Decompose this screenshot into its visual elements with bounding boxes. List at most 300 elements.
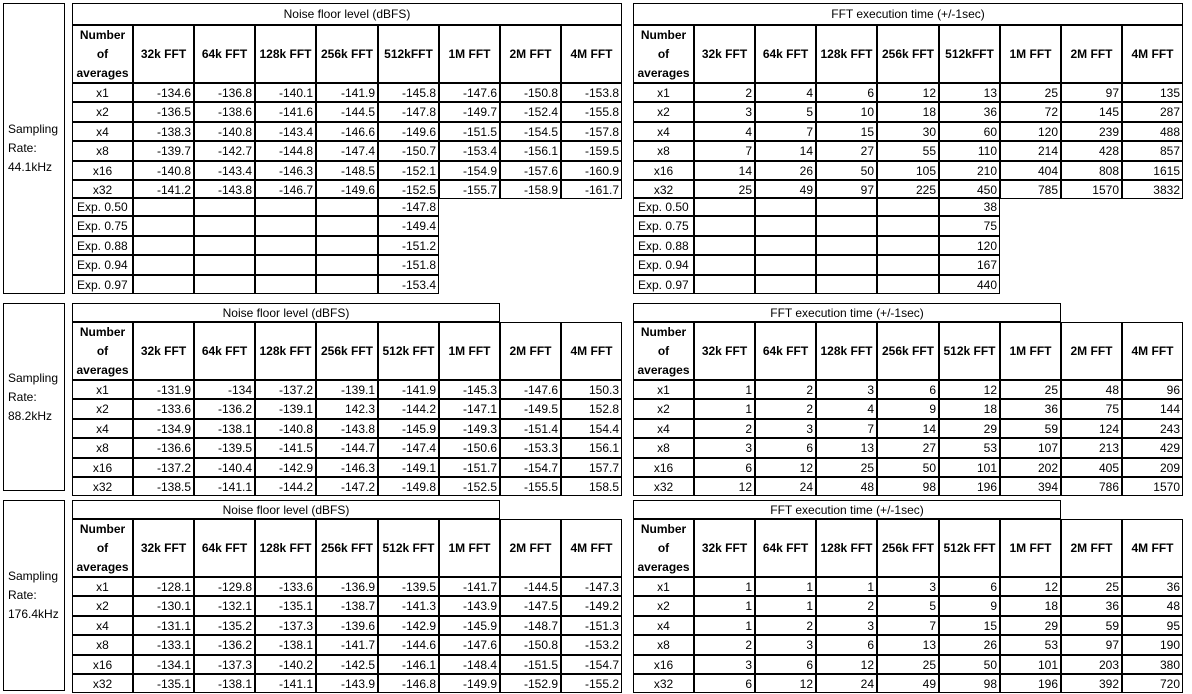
fft-time-value-cell[interactable]: 110 [939, 141, 1000, 161]
empty-cell[interactable] [694, 275, 755, 294]
fft-time-value-cell[interactable]: 6 [755, 655, 816, 674]
noise-floor-value-cell[interactable]: -141.7 [316, 635, 378, 655]
fft-time-value-cell[interactable]: 13 [939, 83, 1000, 102]
empty-cell[interactable] [316, 197, 378, 216]
average-count-cell[interactable]: x8 [633, 635, 694, 655]
empty-cell[interactable] [194, 255, 255, 275]
fft-time-value-cell[interactable]: 30 [877, 122, 939, 141]
empty-cell[interactable] [133, 216, 194, 236]
exp-average-label[interactable]: Exp. 0.88 [72, 236, 133, 255]
fft-time-value-cell[interactable]: 3 [816, 380, 877, 399]
fft-time-value-cell[interactable]: 392 [1061, 674, 1122, 693]
fft-time-value-cell[interactable]: 26 [755, 161, 816, 180]
noise-floor-value-cell[interactable]: -138.3 [133, 122, 194, 141]
noise-floor-value-cell[interactable]: -144.5 [500, 577, 561, 596]
average-count-cell[interactable]: x2 [633, 596, 694, 616]
average-count-cell[interactable]: x16 [72, 655, 133, 674]
fft-time-value-cell[interactable]: 49 [755, 180, 816, 199]
noise-floor-value-cell[interactable]: -146.3 [255, 161, 316, 180]
noise-floor-value-cell[interactable]: -134.1 [133, 655, 194, 674]
fft-time-value-cell[interactable]: 3 [694, 655, 755, 674]
fft-time-value-cell[interactable]: 6 [694, 674, 755, 693]
noise-floor-value-cell[interactable]: -138.5 [133, 477, 194, 496]
noise-floor-value-cell[interactable]: -161.7 [561, 180, 622, 199]
fft-time-value-cell[interactable]: 49 [877, 674, 939, 693]
fft-time-value-cell[interactable]: 13 [877, 635, 939, 655]
fft-size-header[interactable]: 4M FFT [1122, 519, 1183, 577]
average-count-cell[interactable]: x16 [633, 161, 694, 180]
fft-time-value-cell[interactable]: 380 [1122, 655, 1183, 674]
noise-floor-value-cell[interactable]: -155.7 [439, 180, 500, 199]
empty-cell[interactable] [694, 197, 755, 216]
noise-floor-value-cell[interactable]: -139.1 [316, 380, 378, 399]
fft-time-value-cell[interactable]: 107 [1000, 438, 1061, 458]
empty-cell[interactable] [255, 275, 316, 294]
fft-time-value-cell[interactable]: 1 [694, 577, 755, 596]
noise-floor-value-cell[interactable]: -138.1 [255, 635, 316, 655]
noise-floor-value-cell[interactable]: -141.5 [255, 438, 316, 458]
average-count-cell[interactable]: x2 [72, 399, 133, 419]
noise-floor-value-cell[interactable]: -147.8 [378, 102, 439, 122]
fft-size-header[interactable]: 128k FFT [816, 519, 877, 577]
fft-time-value-cell[interactable]: 225 [877, 180, 939, 199]
average-count-cell[interactable]: x8 [633, 141, 694, 161]
fft-time-value-cell[interactable]: 101 [1000, 655, 1061, 674]
noise-floor-value-cell[interactable]: -140.8 [194, 122, 255, 141]
noise-floor-value-cell[interactable]: -149.6 [316, 180, 378, 199]
fft-time-value-cell[interactable]: 450 [939, 180, 1000, 199]
empty-cell[interactable] [816, 275, 877, 294]
exp-average-label[interactable]: Exp. 0.50 [633, 197, 694, 216]
fft-time-value-cell[interactable]: 10 [816, 102, 877, 122]
average-count-cell[interactable]: x1 [72, 577, 133, 596]
noise-floor-value-cell[interactable]: -147.6 [439, 635, 500, 655]
average-count-cell[interactable]: x8 [72, 141, 133, 161]
empty-cell[interactable] [133, 255, 194, 275]
average-count-cell[interactable]: x32 [72, 180, 133, 199]
noise-floor-value-cell[interactable]: -141.1 [255, 674, 316, 693]
fft-time-value-cell[interactable]: 2 [755, 616, 816, 635]
fft-time-value-cell[interactable]: 120 [1000, 122, 1061, 141]
noise-floor-value-cell[interactable]: -136.6 [133, 438, 194, 458]
fft-size-header[interactable]: 128k FFT [816, 322, 877, 380]
noise-floor-value-cell[interactable]: -143.8 [316, 419, 378, 438]
fft-time-value-cell[interactable]: 9 [877, 399, 939, 419]
fft-time-value-cell[interactable]: 29 [939, 419, 1000, 438]
empty-cell[interactable] [194, 197, 255, 216]
noise-floor-value-cell[interactable]: -159.5 [561, 141, 622, 161]
fft-size-header[interactable]: 512k FFT [378, 519, 439, 577]
noise-floor-value-cell[interactable]: -149.3 [439, 419, 500, 438]
fft-time-value-cell[interactable]: 97 [1061, 83, 1122, 102]
average-count-cell[interactable]: x8 [633, 438, 694, 458]
fft-time-value-cell[interactable]: 59 [1000, 419, 1061, 438]
fft-time-value-cell[interactable]: 214 [1000, 141, 1061, 161]
fft-time-value-cell[interactable]: 786 [1061, 477, 1122, 496]
noise-floor-value-cell[interactable]: -140.1 [255, 83, 316, 102]
noise-floor-value-cell[interactable]: -149.8 [378, 477, 439, 496]
noise-floor-value-cell[interactable]: -149.2 [561, 596, 622, 616]
noise-floor-value-cell[interactable]: -141.7 [439, 577, 500, 596]
fft-time-value-cell[interactable]: 2 [694, 83, 755, 102]
noise-floor-value-cell[interactable]: -133.1 [133, 635, 194, 655]
fft-time-value-cell[interactable]: 5 [755, 102, 816, 122]
fft-time-value-cell[interactable]: 144 [1122, 399, 1183, 419]
fft-time-value-cell[interactable]: 6 [939, 577, 1000, 596]
noise-floor-value-cell[interactable]: -149.6 [378, 122, 439, 141]
noise-floor-value-cell[interactable]: -141.9 [378, 380, 439, 399]
fft-time-value-cell[interactable]: 209 [1122, 458, 1183, 477]
noise-floor-value-cell[interactable]: -134.6 [133, 83, 194, 102]
fft-size-header[interactable]: 512k FFT [939, 322, 1000, 380]
noise-floor-value-cell[interactable]: -154.7 [561, 655, 622, 674]
fft-time-value-cell[interactable]: 18 [1000, 596, 1061, 616]
fft-time-value-cell[interactable]: 1 [755, 596, 816, 616]
fft-size-header[interactable]: 64k FFT [755, 519, 816, 577]
noise-floor-value-cell[interactable]: -137.2 [255, 380, 316, 399]
fft-size-header[interactable]: 512kFFT [378, 25, 439, 83]
noise-floor-value-cell[interactable]: 157.7 [561, 458, 622, 477]
noise-floor-value-cell[interactable]: -146.8 [378, 674, 439, 693]
noise-floor-value-cell[interactable]: -150.6 [439, 438, 500, 458]
fft-time-value-cell[interactable]: 720 [1122, 674, 1183, 693]
noise-floor-value-cell[interactable]: -136.8 [194, 83, 255, 102]
noise-floor-value-cell[interactable]: -149.7 [439, 102, 500, 122]
noise-floor-value-cell[interactable]: -147.2 [316, 477, 378, 496]
empty-cell[interactable] [316, 216, 378, 236]
fft-time-value-cell[interactable]: 14 [877, 419, 939, 438]
exp-average-label[interactable]: Exp. 0.75 [72, 216, 133, 236]
noise-floor-value-cell[interactable]: -138.7 [316, 596, 378, 616]
fft-size-header[interactable]: 64k FFT [755, 322, 816, 380]
noise-floor-value-cell[interactable]: -143.9 [316, 674, 378, 693]
average-count-cell[interactable]: x8 [72, 635, 133, 655]
fft-time-value-cell[interactable]: 4 [816, 399, 877, 419]
fft-size-header[interactable]: 128k FFT [255, 519, 316, 577]
noise-floor-value-cell[interactable]: -133.6 [255, 577, 316, 596]
noise-floor-value-cell[interactable]: -147.4 [316, 141, 378, 161]
average-count-cell[interactable]: x1 [72, 380, 133, 399]
noise-floor-value-cell[interactable]: -144.8 [255, 141, 316, 161]
fft-size-header[interactable]: 4M FFT [1122, 25, 1183, 83]
exp-average-label[interactable]: Exp. 0.50 [72, 197, 133, 216]
average-count-cell[interactable]: x32 [633, 477, 694, 496]
fft-time-value-cell[interactable]: 3 [694, 438, 755, 458]
fft-size-header[interactable]: 4M FFT [1122, 322, 1183, 380]
fft-time-value-cell[interactable]: 3 [694, 102, 755, 122]
fft-time-value-cell[interactable]: 12 [816, 655, 877, 674]
noise-floor-value-cell[interactable]: -152.5 [378, 180, 439, 199]
noise-floor-value-cell[interactable]: 154.4 [561, 419, 622, 438]
fft-time-value-cell[interactable]: 95 [1122, 616, 1183, 635]
noise-floor-value-cell[interactable]: -151.5 [500, 655, 561, 674]
noise-floor-value-cell[interactable]: -155.2 [561, 674, 622, 693]
empty-cell[interactable] [133, 197, 194, 216]
average-count-cell[interactable]: x4 [633, 122, 694, 141]
noise-floor-value-cell[interactable]: -147.5 [500, 596, 561, 616]
empty-cell[interactable] [877, 216, 939, 236]
fft-time-value-cell[interactable]: 13 [816, 438, 877, 458]
fft-time-value-cell[interactable]: 3 [877, 577, 939, 596]
noise-floor-value-cell[interactable]: -135.2 [194, 616, 255, 635]
fft-time-value-cell[interactable]: 15 [816, 122, 877, 141]
fft-size-header[interactable]: 1M FFT [439, 519, 500, 577]
noise-floor-value-cell[interactable]: -151.7 [439, 458, 500, 477]
fft-time-value-cell[interactable]: 72 [1000, 102, 1061, 122]
average-count-cell[interactable]: x32 [633, 674, 694, 693]
average-count-cell[interactable]: x2 [72, 102, 133, 122]
fft-time-value-cell[interactable]: 1 [694, 399, 755, 419]
noise-floor-value-cell[interactable]: -147.1 [439, 399, 500, 419]
empty-cell[interactable] [755, 216, 816, 236]
empty-cell[interactable] [694, 236, 755, 255]
averages-column-header[interactable] [633, 519, 694, 577]
noise-floor-value-cell[interactable]: -146.1 [378, 655, 439, 674]
exp-average-label[interactable]: Exp. 0.94 [72, 255, 133, 275]
fft-time-value-cell[interactable]: 1 [694, 596, 755, 616]
noise-floor-value-cell[interactable]: -155.5 [500, 477, 561, 496]
fft-time-value-cell[interactable]: 48 [1122, 596, 1183, 616]
fft-time-value-cell[interactable]: 50 [939, 655, 1000, 674]
fft-time-value-cell[interactable]: 404 [1000, 161, 1061, 180]
fft-time-value-cell[interactable]: 12 [694, 477, 755, 496]
fft-time-value-cell[interactable]: 1570 [1061, 180, 1122, 199]
noise-floor-value-cell[interactable]: -155.8 [561, 102, 622, 122]
fft-size-header[interactable]: 256k FFT [316, 25, 378, 83]
noise-floor-value-cell[interactable]: -147.6 [439, 83, 500, 102]
fft-time-value-cell[interactable]: 4 [755, 83, 816, 102]
fft-size-header[interactable]: 32k FFT [694, 519, 755, 577]
fft-size-header[interactable]: 256k FFT [316, 322, 378, 380]
noise-floor-value-cell[interactable]: -152.1 [378, 161, 439, 180]
fft-time-value-cell[interactable]: 25 [816, 458, 877, 477]
exp-average-label[interactable]: Exp. 0.75 [633, 216, 694, 236]
average-count-cell[interactable]: x1 [633, 577, 694, 596]
noise-floor-value-cell[interactable]: -139.5 [194, 438, 255, 458]
fft-time-value-cell[interactable]: 210 [939, 161, 1000, 180]
noise-floor-value-cell[interactable]: -145.9 [378, 419, 439, 438]
noise-floor-value-cell[interactable]: -151.3 [561, 616, 622, 635]
exp-average-label[interactable]: Exp. 0.88 [633, 236, 694, 255]
fft-size-header[interactable]: 1M FFT [1000, 25, 1061, 83]
average-count-cell[interactable]: x2 [72, 596, 133, 616]
noise-floor-value-cell[interactable]: -135.1 [255, 596, 316, 616]
fft-time-value-cell[interactable]: 2 [755, 399, 816, 419]
empty-cell[interactable] [316, 275, 378, 294]
fft-time-value-cell[interactable]: 808 [1061, 161, 1122, 180]
fft-size-header[interactable]: 32k FFT [694, 25, 755, 83]
fft-time-value-cell[interactable]: 29 [1000, 616, 1061, 635]
empty-cell[interactable] [694, 255, 755, 275]
fft-time-exp-value-cell[interactable]: 440 [939, 275, 1000, 294]
noise-floor-value-cell[interactable]: -145.3 [439, 380, 500, 399]
fft-time-value-cell[interactable]: 1570 [1122, 477, 1183, 496]
average-count-cell[interactable]: x32 [633, 180, 694, 199]
noise-floor-value-cell[interactable]: -146.7 [255, 180, 316, 199]
averages-column-header[interactable] [633, 322, 694, 380]
noise-floor-value-cell[interactable]: -141.2 [133, 180, 194, 199]
noise-floor-value-cell[interactable]: -137.3 [194, 655, 255, 674]
fft-time-value-cell[interactable]: 124 [1061, 419, 1122, 438]
empty-cell[interactable] [816, 216, 877, 236]
fft-time-value-cell[interactable]: 98 [939, 674, 1000, 693]
empty-cell[interactable] [755, 236, 816, 255]
average-count-cell[interactable]: x4 [633, 419, 694, 438]
fft-time-value-cell[interactable]: 14 [694, 161, 755, 180]
fft-time-value-cell[interactable]: 1615 [1122, 161, 1183, 180]
fft-time-value-cell[interactable]: 12 [755, 674, 816, 693]
fft-time-value-cell[interactable]: 6 [816, 83, 877, 102]
average-count-cell[interactable]: x1 [633, 83, 694, 102]
fft-size-header[interactable]: 32k FFT [694, 322, 755, 380]
fft-time-value-cell[interactable]: 25 [1000, 83, 1061, 102]
fft-time-value-cell[interactable]: 55 [877, 141, 939, 161]
fft-time-value-cell[interactable]: 53 [939, 438, 1000, 458]
noise-floor-value-cell[interactable]: -133.6 [133, 399, 194, 419]
noise-floor-value-cell[interactable]: -148.5 [316, 161, 378, 180]
averages-column-header[interactable] [72, 519, 133, 577]
fft-time-exp-value-cell[interactable]: 38 [939, 197, 1000, 216]
empty-cell[interactable] [816, 236, 877, 255]
empty-cell[interactable] [316, 236, 378, 255]
fft-size-header[interactable]: 2M FFT [1061, 322, 1122, 380]
noise-floor-value-cell[interactable]: -145.8 [378, 83, 439, 102]
noise-floor-value-cell[interactable]: -139.7 [133, 141, 194, 161]
fft-time-value-cell[interactable]: 50 [816, 161, 877, 180]
noise-floor-value-cell[interactable]: -142.9 [378, 616, 439, 635]
fft-time-value-cell[interactable]: 36 [1061, 596, 1122, 616]
fft-time-value-cell[interactable]: 190 [1122, 635, 1183, 655]
empty-cell[interactable] [255, 197, 316, 216]
averages-column-header[interactable] [72, 322, 133, 380]
noise-floor-value-cell[interactable]: -154.5 [500, 122, 561, 141]
fft-time-value-cell[interactable]: 2 [694, 419, 755, 438]
fft-time-value-cell[interactable]: 25 [1061, 577, 1122, 596]
empty-cell[interactable] [194, 275, 255, 294]
fft-size-header[interactable]: 4M FFT [561, 519, 622, 577]
fft-time-value-cell[interactable]: 12 [877, 83, 939, 102]
fft-time-value-cell[interactable]: 857 [1122, 141, 1183, 161]
noise-floor-value-cell[interactable]: -152.4 [500, 102, 561, 122]
average-count-cell[interactable]: x4 [633, 616, 694, 635]
fft-time-value-cell[interactable]: 98 [877, 477, 939, 496]
noise-floor-value-cell[interactable]: -150.8 [500, 635, 561, 655]
noise-floor-value-cell[interactable]: -139.1 [255, 399, 316, 419]
average-count-cell[interactable]: x2 [633, 102, 694, 122]
fft-time-value-cell[interactable]: 12 [755, 458, 816, 477]
fft-time-value-cell[interactable]: 5 [877, 596, 939, 616]
noise-floor-value-cell[interactable]: -153.3 [500, 438, 561, 458]
noise-floor-value-cell[interactable]: -143.9 [439, 596, 500, 616]
fft-time-value-cell[interactable]: 2 [816, 596, 877, 616]
fft-time-value-cell[interactable]: 48 [816, 477, 877, 496]
empty-cell[interactable] [816, 197, 877, 216]
fft-time-value-cell[interactable]: 18 [877, 102, 939, 122]
fft-time-value-cell[interactable]: 60 [939, 122, 1000, 141]
noise-floor-value-cell[interactable]: -143.8 [194, 180, 255, 199]
fft-size-header[interactable]: 4M FFT [561, 25, 622, 83]
noise-floor-value-cell[interactable]: -141.3 [378, 596, 439, 616]
fft-time-value-cell[interactable]: 25 [694, 180, 755, 199]
noise-floor-value-cell[interactable]: -146.6 [316, 122, 378, 141]
empty-cell[interactable] [194, 236, 255, 255]
noise-floor-value-cell[interactable]: -152.5 [439, 477, 500, 496]
fft-size-header[interactable]: 4M FFT [561, 322, 622, 380]
noise-floor-value-cell[interactable]: -146.3 [316, 458, 378, 477]
noise-floor-value-cell[interactable]: 158.5 [561, 477, 622, 496]
empty-cell[interactable] [755, 255, 816, 275]
average-count-cell[interactable]: x2 [633, 399, 694, 419]
fft-time-value-cell[interactable]: 75 [1061, 399, 1122, 419]
empty-cell[interactable] [755, 197, 816, 216]
fft-size-header[interactable]: 256k FFT [877, 25, 939, 83]
fft-time-value-cell[interactable]: 287 [1122, 102, 1183, 122]
noise-floor-value-cell[interactable]: -141.9 [316, 83, 378, 102]
fft-time-value-cell[interactable]: 105 [877, 161, 939, 180]
noise-floor-value-cell[interactable]: -147.6 [500, 380, 561, 399]
empty-cell[interactable] [877, 236, 939, 255]
noise-floor-value-cell[interactable]: -137.3 [255, 616, 316, 635]
noise-floor-value-cell[interactable]: -134 [194, 380, 255, 399]
empty-cell[interactable] [255, 255, 316, 275]
average-count-cell[interactable]: x1 [72, 83, 133, 102]
fft-size-header[interactable]: 2M FFT [500, 519, 561, 577]
fft-time-value-cell[interactable]: 3 [755, 635, 816, 655]
fft-time-value-cell[interactable]: 4 [694, 122, 755, 141]
noise-floor-value-cell[interactable]: -153.2 [561, 635, 622, 655]
fft-size-header[interactable]: 128k FFT [816, 25, 877, 83]
noise-floor-exp-value-cell[interactable]: -153.4 [378, 275, 439, 294]
fft-size-header[interactable]: 32k FFT [133, 519, 194, 577]
fft-time-value-cell[interactable]: 3 [816, 616, 877, 635]
noise-floor-value-cell[interactable]: -153.4 [439, 141, 500, 161]
noise-floor-value-cell[interactable]: -140.8 [133, 161, 194, 180]
average-count-cell[interactable]: x4 [72, 616, 133, 635]
noise-floor-value-cell[interactable]: -142.7 [194, 141, 255, 161]
noise-floor-value-cell[interactable]: -160.9 [561, 161, 622, 180]
noise-floor-value-cell[interactable]: -139.6 [316, 616, 378, 635]
fft-time-value-cell[interactable]: 3832 [1122, 180, 1183, 199]
fft-time-value-cell[interactable]: 394 [1000, 477, 1061, 496]
noise-floor-value-cell[interactable]: -136.2 [194, 635, 255, 655]
fft-time-value-cell[interactable]: 2 [755, 380, 816, 399]
noise-floor-value-cell[interactable]: -150.7 [378, 141, 439, 161]
noise-floor-value-cell[interactable]: 150.3 [561, 380, 622, 399]
empty-cell[interactable] [133, 236, 194, 255]
noise-floor-value-cell[interactable]: -141.6 [255, 102, 316, 122]
noise-floor-value-cell[interactable]: -144.6 [378, 635, 439, 655]
noise-floor-value-cell[interactable]: -154.7 [500, 458, 561, 477]
noise-floor-exp-value-cell[interactable]: -147.8 [378, 197, 439, 216]
fft-size-header[interactable]: 32k FFT [133, 25, 194, 83]
averages-column-header[interactable] [633, 25, 694, 83]
noise-floor-value-cell[interactable]: -147.4 [378, 438, 439, 458]
fft-time-value-cell[interactable]: 50 [877, 458, 939, 477]
fft-size-header[interactable]: 2M FFT [500, 25, 561, 83]
noise-floor-value-cell[interactable]: -158.9 [500, 180, 561, 199]
average-count-cell[interactable]: x1 [633, 380, 694, 399]
fft-size-header[interactable]: 1M FFT [439, 25, 500, 83]
fft-time-value-cell[interactable]: 213 [1061, 438, 1122, 458]
noise-floor-value-cell[interactable]: -141.1 [194, 477, 255, 496]
empty-cell[interactable] [194, 216, 255, 236]
fft-size-header[interactable]: 1M FFT [439, 322, 500, 380]
fft-time-value-cell[interactable]: 26 [939, 635, 1000, 655]
fft-time-exp-value-cell[interactable]: 167 [939, 255, 1000, 275]
average-count-cell[interactable]: x32 [72, 477, 133, 496]
fft-time-value-cell[interactable]: 48 [1061, 380, 1122, 399]
fft-time-value-cell[interactable]: 6 [755, 438, 816, 458]
